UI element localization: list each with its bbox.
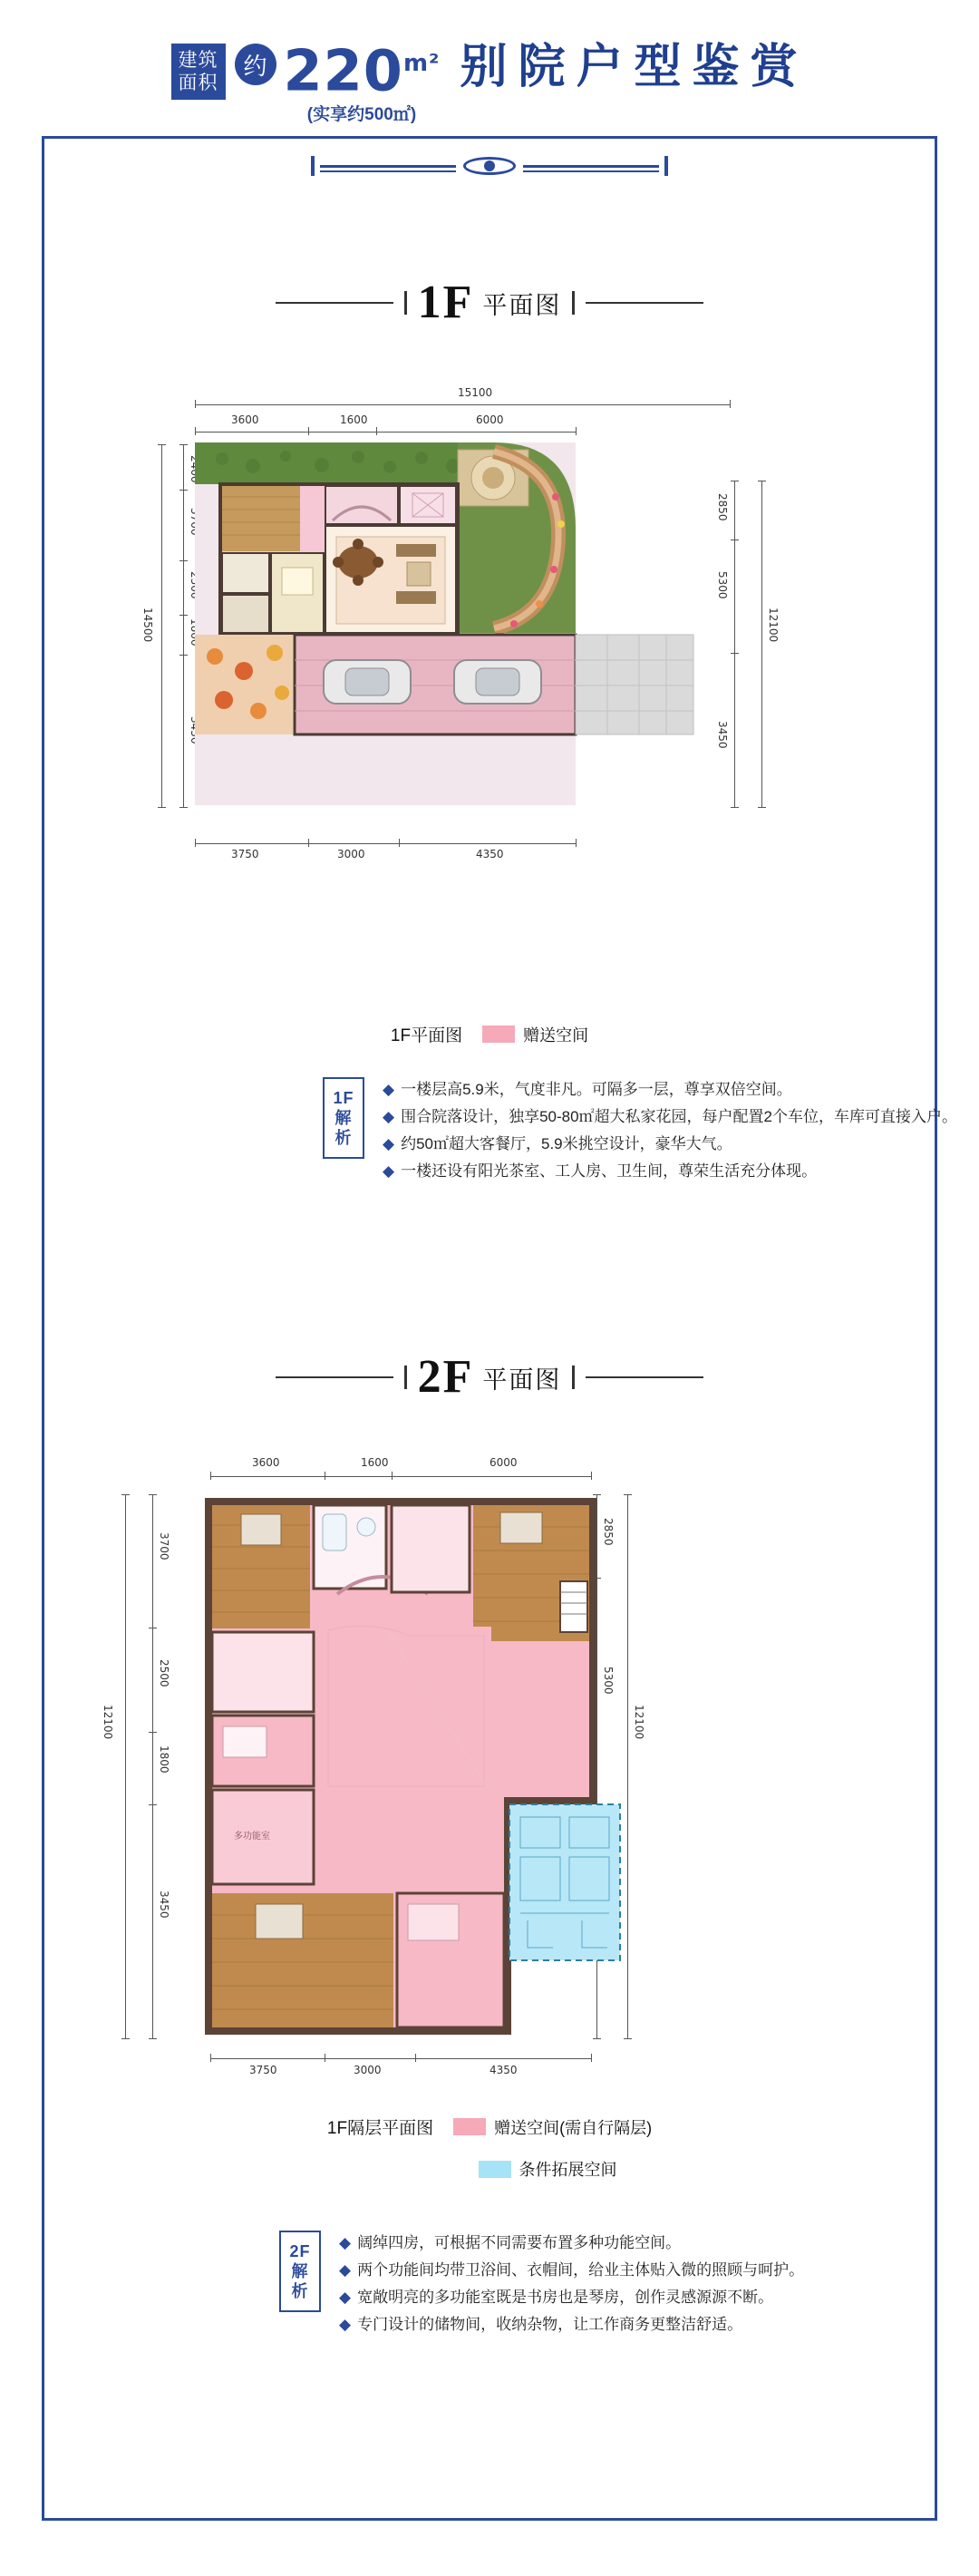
analysis-2f-item: [339, 2312, 804, 2337]
area-number-value: 220: [283, 37, 403, 104]
floorplan-2f-graphic: [201, 1494, 627, 2038]
legend-2f-expand-label: 条件拓展空间: [519, 2161, 617, 2179]
legend-2f-gift: [453, 2115, 652, 2139]
legend-1f-gift: [482, 1023, 588, 1046]
dim-2f-bot-seg1: 3750: [249, 2064, 277, 2076]
analysis-2f-item-text: 阔绰四房，可根据不同需要布置多种功能空间。: [357, 2234, 682, 2251]
area-number-unit: m²: [402, 50, 441, 77]
dim-1f-right-seg2: 5300: [716, 571, 729, 599]
dim-2f-top-seg3: 6000: [490, 1456, 518, 1469]
analysis-2f-item: [339, 2231, 804, 2255]
ornament-eye-icon: [463, 157, 516, 175]
analysis-2f-item: [339, 2285, 804, 2309]
dim-2f-bot-seg2: 3000: [354, 2064, 382, 2076]
analysis-2f-item-text: 宽敞明亮的多功能室既是书房也是琴房，创作灵感源源不断。: [357, 2289, 774, 2306]
analysis-1f-item-text: 围合院落设计，独享50-80㎡超大私家花园，每户配置2个车位，车库可直接入户。: [401, 1108, 958, 1125]
dim-2f-top-seg1: 3600: [252, 1456, 280, 1469]
area-number: [283, 37, 441, 104]
dim-1f-bot-seg1: 3750: [231, 848, 259, 860]
dim-1f-right-total: 12100: [767, 608, 780, 643]
dim-2f-left-seg1: 3700: [158, 1532, 170, 1560]
area-badge: [171, 44, 226, 100]
legend-swatch-pink: [482, 1026, 515, 1043]
analysis-1f: [323, 1077, 979, 1186]
dim-1f-top-total: 15100: [458, 386, 493, 399]
legend-2f-expand: [479, 2157, 617, 2181]
dim-1f-bot-seg2: 3000: [337, 848, 365, 860]
analysis-2f: [279, 2231, 979, 2339]
dim-2f-left-seg3: 1800: [158, 1745, 170, 1774]
bullet-icon: ◆: [339, 2234, 352, 2251]
page-header: [0, 0, 979, 125]
caption-2f: [0, 2114, 979, 2139]
dim-1f-bot-seg3: 4350: [476, 848, 504, 860]
legend-swatch-cyan: [479, 2161, 511, 2178]
dim-2f-left-total: 12100: [102, 1705, 114, 1740]
dim-2f-top-seg2: 1600: [361, 1456, 389, 1469]
area-badge-line2: 面积: [178, 73, 218, 93]
analysis-1f-item: [383, 1132, 957, 1156]
page-title: 别院户型鉴赏: [460, 41, 809, 93]
dim-1f-left-total: 14500: [141, 608, 154, 643]
analysis-2f-item-text: 两个功能间均带卫浴间、衣帽间，给业主体贴入微的照顾与呵护。: [357, 2261, 805, 2279]
analysis-2f-tag: [279, 2231, 321, 2312]
analysis-1f-item-text: 一楼还设有阳光茶室、工人房、卫生间，尊荣生活充分体现。: [401, 1162, 818, 1180]
bullet-icon: ◆: [339, 2261, 352, 2279]
svg-text:多功能室: 多功能室: [234, 1832, 270, 1842]
dim-2f-right-total: 12100: [633, 1705, 645, 1740]
legend-2f-gift-label: 赠送空间(需自行隔层): [494, 2118, 653, 2137]
bullet-icon: ◆: [383, 1162, 395, 1180]
approx-circle: 约: [235, 44, 276, 85]
analysis-2f-tag-line2: 解: [291, 2262, 309, 2280]
floorplan-1f-graphic: [195, 442, 757, 832]
dim-1f-top-seg3: 6000: [476, 413, 504, 426]
dim-1f-right-seg3: 3450: [716, 721, 729, 749]
analysis-1f-item: [383, 1159, 957, 1183]
section-2f-label: 平面图: [482, 1366, 562, 1394]
dim-2f-right-seg2: 5300: [602, 1667, 615, 1695]
bullet-icon: ◆: [383, 1135, 395, 1152]
analysis-2f-tag-line1: 2F: [289, 2242, 311, 2260]
divider-ornament: [0, 156, 979, 176]
section-2f-floor: 2F: [417, 1351, 474, 1403]
section-1f-floor: 1F: [417, 277, 474, 328]
section-1f-label: 平面图: [482, 291, 562, 319]
dim-2f-right-seg1: 2850: [602, 1518, 615, 1546]
analysis-1f-tag: [323, 1077, 364, 1159]
analysis-1f-item: [383, 1104, 957, 1129]
floorplan-2f: [100, 1433, 879, 2104]
bullet-icon: ◆: [339, 2316, 352, 2333]
section-title-2f: [0, 1351, 979, 1403]
analysis-2f-item-text: 专门设计的储物间，收纳杂物，让工作商务更整洁舒适。: [357, 2316, 743, 2333]
analysis-1f-list: [383, 1077, 957, 1186]
floorplan-1f: [136, 381, 852, 997]
analysis-1f-item-text: 约50㎡超大客餐厅，5.9米挑空设计，豪华大气。: [401, 1135, 732, 1152]
analysis-2f-list: [339, 2231, 804, 2339]
dim-2f-left-seg2: 2500: [158, 1659, 170, 1687]
dim-2f-bot-seg3: 4350: [490, 2064, 518, 2076]
dim-2f-left-seg4: 3450: [158, 1891, 170, 1919]
bullet-icon: ◆: [383, 1108, 395, 1125]
area-badge-line1: 建筑: [178, 50, 218, 71]
legend-1f-gift-label: 赠送空间: [523, 1026, 589, 1045]
section-title-1f: [0, 279, 979, 326]
legend-2f-expand-row: [0, 2157, 979, 2181]
analysis-1f-item-text: 一楼层高5.9米，气度非凡。可隔多一层，尊享双倍空间。: [401, 1081, 792, 1098]
caption-1f: [0, 1022, 979, 1046]
caption-1f-text: 1F平面图: [390, 1026, 463, 1045]
bullet-icon: ◆: [383, 1081, 395, 1098]
analysis-1f-tag-line2: 解: [334, 1109, 353, 1127]
dim-1f-right-seg1: 2850: [716, 493, 729, 521]
analysis-1f-item: [383, 1077, 957, 1102]
analysis-1f-tag-line1: 1F: [333, 1089, 354, 1107]
analysis-2f-item: [339, 2258, 804, 2282]
caption-2f-text: 1F隔层平面图: [326, 2119, 434, 2138]
analysis-1f-tag-line3: 析: [334, 1129, 353, 1147]
dim-1f-top-seg2: 1600: [340, 413, 368, 426]
area-subnote: (实享约500㎡): [306, 104, 417, 124]
dim-1f-top-seg1: 3600: [231, 413, 259, 426]
analysis-2f-tag-line3: 析: [291, 2282, 309, 2300]
legend-swatch-pink-2: [453, 2118, 486, 2135]
bullet-icon: ◆: [339, 2289, 352, 2306]
